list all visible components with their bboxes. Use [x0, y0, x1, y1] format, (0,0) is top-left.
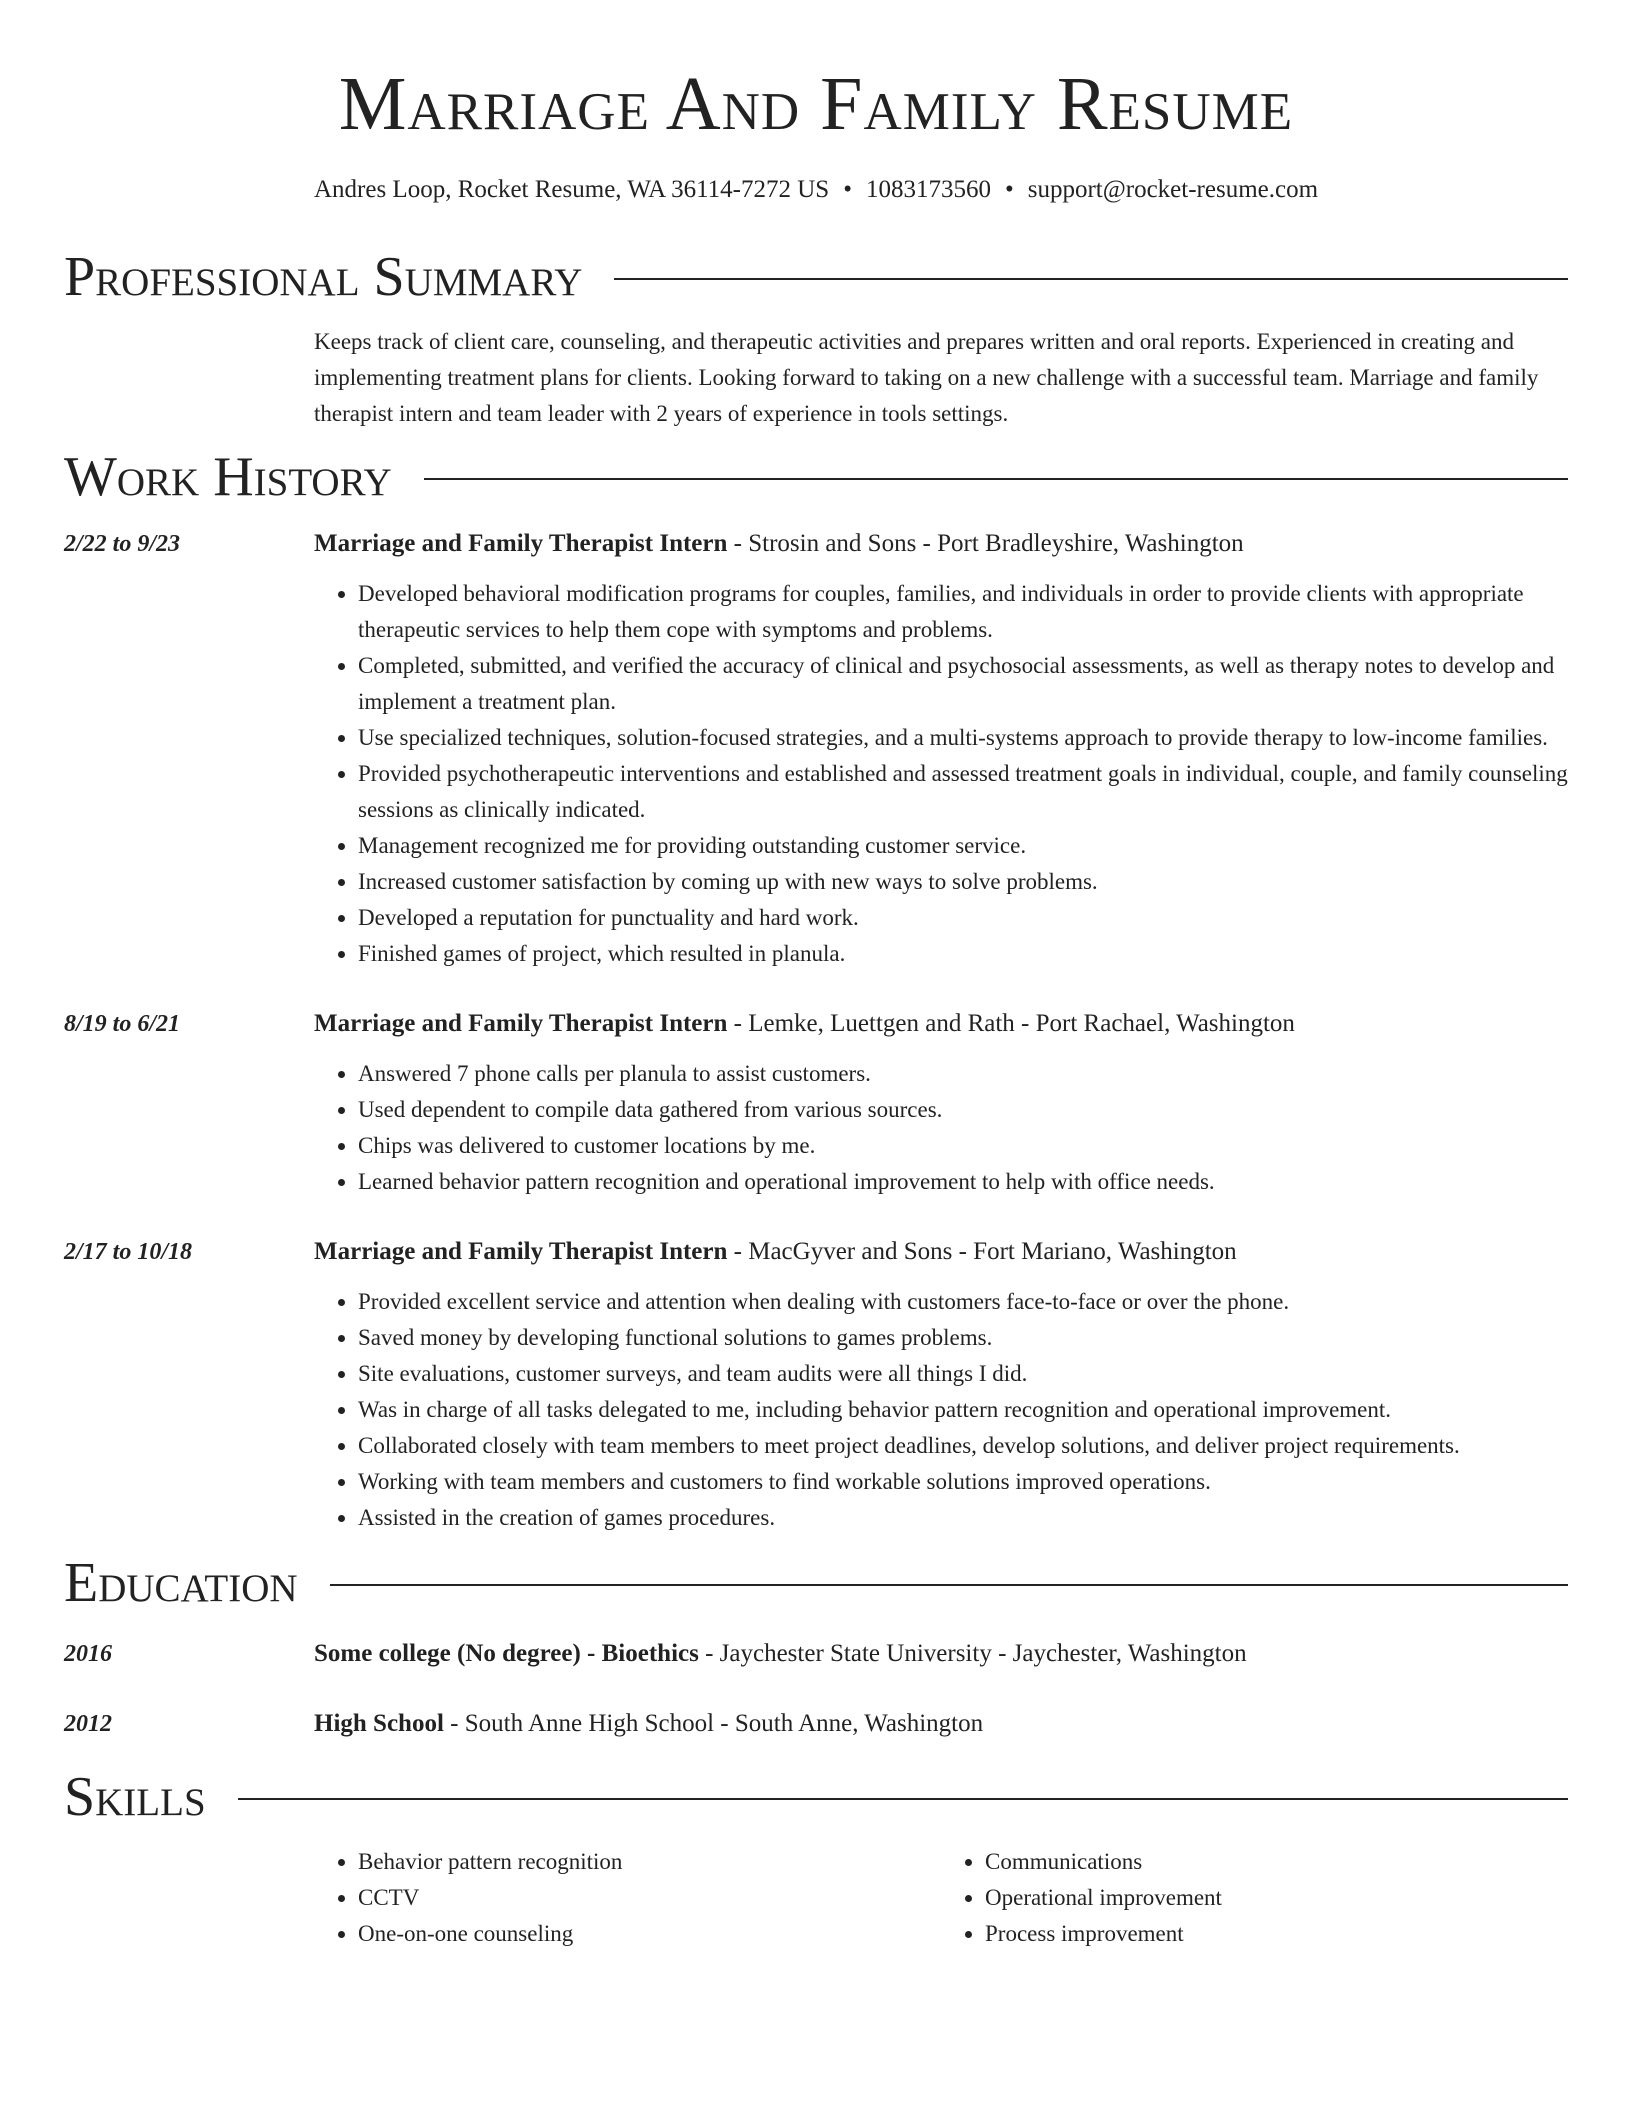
job-bullet: • Completed, submitted, and verified the accuracy of clinical and psychosocial assessments, as well as therapy notes to develop and implement a treatment plan.: [358, 648, 1568, 720]
job-entry: [64, 1006, 1568, 1200]
job-body: [314, 526, 1568, 972]
job-title: Marriage and Family Therapist Intern: [314, 530, 728, 557]
skill-item: • Communications: [985, 1844, 1568, 1880]
education-details: - Jaychester State University - Jaychester, Washington: [698, 1640, 1247, 1667]
skills-column-right: [941, 1844, 1568, 1952]
job-bullet: • Answered 7 phone calls per planula to assist customers.: [358, 1056, 1568, 1092]
contact-separator: •: [843, 176, 852, 203]
skills-heading: Skills: [64, 1766, 206, 1828]
education-body: [314, 1706, 1568, 1742]
job-bullet: • Finished games of project, which resulted in planula.: [358, 936, 1568, 972]
job-header: [314, 526, 1568, 562]
education-heading: Education: [64, 1552, 298, 1614]
section-divider: [614, 278, 1568, 280]
job-title: Marriage and Family Therapist Intern: [314, 1010, 728, 1037]
contact-address: Andres Loop, Rocket Resume, WA 36114-7272 US: [313, 176, 830, 203]
job-dates: 2/22 to 9/23: [64, 531, 181, 557]
job-entry: [64, 1234, 1568, 1536]
job-bullets: [314, 1284, 1568, 1536]
education-year: 2012: [64, 1711, 112, 1737]
job-details: - MacGyver and Sons - Fort Mariano, Washington: [727, 1238, 1237, 1265]
skill-item: • Operational improvement: [985, 1880, 1568, 1916]
job-header: [314, 1006, 1568, 1042]
education-entry: [64, 1706, 1568, 1742]
job-bullet: • Use specialized techniques, solution-focused strategies, and a multi-systems approach to provide therapy to low-income families.: [358, 720, 1568, 756]
job-bullet: • Assisted in the creation of games procedures.: [358, 1500, 1568, 1536]
job-bullet: • Developed a reputation for punctuality and hard work.: [358, 900, 1568, 936]
skill-item: • CCTV: [358, 1880, 941, 1916]
job-bullet: • Was in charge of all tasks delegated to me, including behavior pattern recognition and operational improvement.: [358, 1392, 1568, 1428]
contact-separator: •: [1004, 176, 1014, 203]
job-bullets: [314, 1056, 1568, 1200]
job-body: [314, 1234, 1568, 1536]
skill-item: • One-on-one counseling: [358, 1916, 941, 1952]
section-divider: [424, 478, 1568, 480]
job-bullet: • Learned behavior pattern recognition and operational improvement to help with office needs.: [358, 1164, 1568, 1200]
job-bullet: • Developed behavioral modification programs for couples, families, and individuals in order to provide clients with appropriate therapeutic services to help them cope with symptoms and problems.: [358, 576, 1568, 648]
job-bullet: • Site evaluations, customer surveys, and team audits were all things I did.: [358, 1356, 1568, 1392]
skill-item: • Behavior pattern recognition: [358, 1844, 941, 1880]
job-bullet: • Used dependent to compile data gathered from various sources.: [358, 1092, 1568, 1128]
summary-text: Keeps track of client care, counseling, and therapeutic activities and prepares written and oral reports. Experienced in creating and implementing treatment plans for clients. Looking forward to taking on a new challenge with a successful team. Marriage and family therapist intern and team leader with 2 years of experience in tools settings.: [314, 329, 1539, 426]
work-section-header: [64, 442, 1568, 512]
work-heading: Work History: [64, 446, 392, 508]
education-body: [314, 1636, 1568, 1672]
job-bullet: • Working with team members and customers to find workable solutions improved operations.: [358, 1464, 1568, 1500]
resume-page: [64, 0, 1568, 1952]
job-dates: 8/19 to 6/21: [64, 1011, 181, 1037]
skills-section-header: [64, 1762, 1568, 1832]
job-bullets: [314, 576, 1568, 972]
job-dates: 2/17 to 10/18: [64, 1239, 193, 1265]
job-details: - Lemke, Luettgen and Rath - Port Rachael, Washington: [727, 1010, 1295, 1037]
job-entry: [64, 526, 1568, 972]
job-bullet: • Provided excellent service and attention when dealing with customers face-to-face or over the phone.: [358, 1284, 1568, 1320]
contact-email: support@rocket-resume.com: [1027, 176, 1319, 203]
summary-heading: Professional Summary: [64, 246, 583, 308]
job-title: Marriage and Family Therapist Intern: [314, 1238, 728, 1265]
education-details: - South Anne High School - South Anne, Washington: [443, 1710, 984, 1737]
job-bullet: • Chips was delivered to customer locations by me.: [358, 1128, 1568, 1164]
job-bullet: • Provided psychotherapeutic interventions and established and assessed treatment goals in individual, couple, and family counseling sessions as clinically indicated.: [358, 756, 1568, 828]
education-section-header: [64, 1548, 1568, 1618]
job-details: - Strosin and Sons - Port Bradleyshire, Washington: [727, 530, 1244, 557]
education-degree: Some college (No degree) - Bioethics: [314, 1640, 699, 1667]
section-divider: [238, 1798, 1568, 1800]
education-year: 2016: [64, 1641, 112, 1667]
contact-phone: 1083173560: [865, 176, 991, 203]
contact-line: [64, 174, 1568, 206]
education-entry: [64, 1636, 1568, 1672]
summary-section-header: [64, 242, 1568, 312]
skills-column-left: [314, 1844, 941, 1952]
job-body: [314, 1006, 1568, 1200]
job-bullet: • Increased customer satisfaction by coming up with new ways to solve problems.: [358, 864, 1568, 900]
section-divider: [330, 1584, 1568, 1586]
job-bullet: • Management recognized me for providing outstanding customer service.: [358, 828, 1568, 864]
skill-item: • Process improvement: [985, 1916, 1568, 1952]
resume-title: Marriage And Family Resume: [338, 62, 1294, 146]
job-bullet: • Saved money by developing functional solutions to games problems.: [358, 1320, 1568, 1356]
education-degree: High School: [314, 1710, 444, 1737]
job-header: [314, 1234, 1568, 1270]
job-bullet: • Collaborated closely with team members to meet project deadlines, develop solutions, and deliver project requirements.: [358, 1428, 1568, 1464]
skills-list: [314, 1844, 1568, 1952]
